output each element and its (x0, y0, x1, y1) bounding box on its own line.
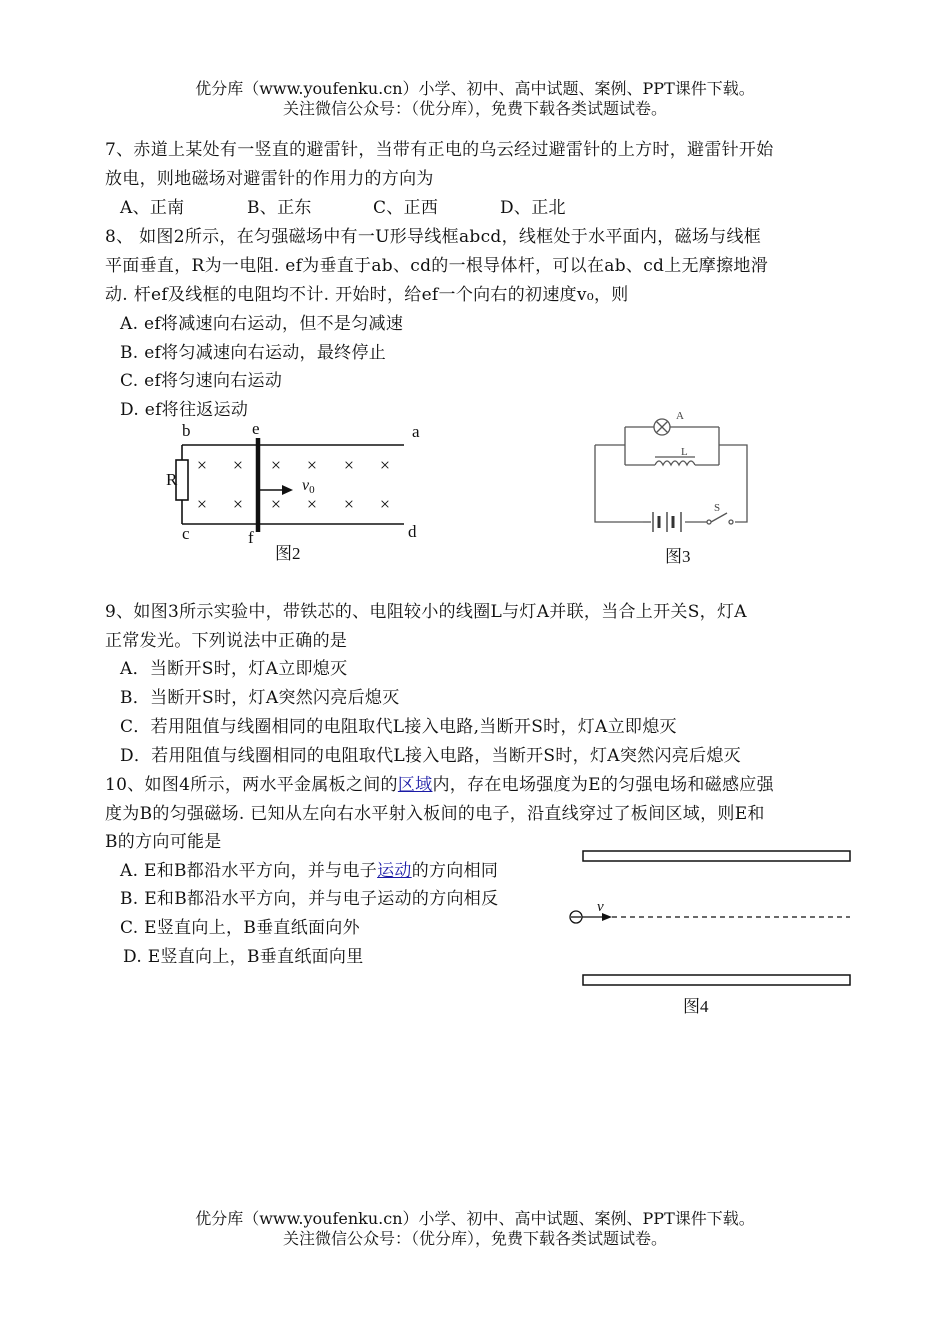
label-d: d (408, 522, 417, 541)
q10-option-a: A. E和B都沿水平方向，并与电子运动的方向相同 (120, 861, 499, 881)
velocity-label: v (597, 899, 604, 915)
footer-line-2: 关注微信公众号：（优分库），免费下载各类试题试卷。 (282, 1229, 667, 1248)
q8-line-3: 动. 杆ef及线框的电阻均不计. 开始时，给ef一个向右的初速度v₀，则 (105, 285, 629, 305)
q8-option-a: A. ef将减速向右运动，但不是匀减速 (120, 314, 404, 334)
figure-2-caption: 图2 (275, 544, 301, 563)
header-line-2: 关注微信公众号：（优分库），免费下载各类试题试卷。 (282, 99, 667, 118)
footer-line-1: 优分库（www.youfenku.cn）小学、初中、高中试题、案例、PPT课件下载。 (195, 1209, 755, 1228)
wire-left (595, 445, 643, 522)
velocity-label: v0 (302, 477, 315, 496)
q9-line-1: 9、如图3所示实验中，带铁芯的、电阻较小的线圈L与灯A并联，当合上开关S，灯A (105, 602, 747, 622)
switch-contact (729, 520, 733, 524)
figure-3-caption: 图3 (665, 547, 691, 566)
q10-option-d: D. E竖直向上，B垂直纸面向里 (123, 947, 364, 967)
switch-s (711, 513, 727, 522)
link-motion[interactable]: 运动 (377, 861, 412, 881)
field-cross: × (196, 494, 208, 514)
q7-option-d: D、正北 (500, 198, 566, 218)
field-cross: × (232, 494, 244, 514)
figure-3-diagram (585, 405, 760, 573)
q10-line-1: 10、如图4所示，两水平金属板之间的区域内，存在电场强度为E的匀强电场和磁感应强 (105, 775, 774, 795)
resistor-r (176, 460, 188, 500)
q9-line-2: 正常发光。下列说法中正确的是 (105, 631, 348, 651)
q8-option-d: D. ef将往返运动 (120, 400, 249, 420)
lamp-label: A (676, 410, 684, 422)
figure-2-diagram (160, 418, 440, 568)
q9-option-d: D．若用阻值与线圈相同的电阻取代L接入电路，当断开S时，灯A突然闪亮后熄灭 (120, 746, 741, 766)
battery (653, 512, 681, 532)
field-cross: × (379, 455, 391, 475)
q9-option-b: B．当断开S时，灯A突然闪亮后熄灭 (120, 688, 400, 708)
label-e: e (252, 419, 260, 438)
q8-line-1: 8、 如图2所示，在匀强磁场中有一U形导线框abcd，线框处于水平面内，磁场与线框 (105, 227, 762, 247)
q7-line-2: 放电，则地磁场对避雷针的作用力的方向为 (105, 169, 434, 189)
field-cross: × (196, 455, 208, 475)
figure-4-caption: 图4 (683, 997, 709, 1016)
field-cross: × (343, 455, 355, 475)
q9-option-c: C．若用阻值与线圈相同的电阻取代L接入电路,当断开S时，灯A立即熄灭 (120, 717, 677, 737)
wire-right (719, 445, 747, 522)
field-cross: × (232, 455, 244, 475)
switch-label: S (714, 502, 721, 514)
q7-line-1: 7、赤道上某处有一竖直的避雷针，当带有正电的乌云经过避雷针的上方时，避雷针开始 (105, 140, 774, 160)
upper-plate (583, 851, 850, 861)
link-region[interactable]: 区域 (397, 775, 433, 795)
q8-option-c: C. ef将匀速向右运动 (120, 371, 283, 391)
coil-label: L (681, 446, 688, 458)
figure-4-diagram (560, 845, 860, 1020)
q8-line-2: 平面垂直，R为一电阻. ef为垂直于ab、cd的一根导体杆，可以在ab、cd上无摩擦地滑 (105, 256, 768, 276)
field-cross: × (306, 494, 318, 514)
q9-option-a: A．当断开S时，灯A立即熄灭 (120, 659, 348, 679)
q10-option-b: B. E和B都沿水平方向，并与电子运动的方向相反 (120, 889, 499, 909)
field-cross: × (306, 455, 318, 475)
label-b: b (182, 421, 191, 440)
field-cross: × (270, 455, 282, 475)
label-a: a (412, 422, 420, 441)
label-f: f (248, 528, 254, 547)
q7-option-a: A、正南 (120, 198, 185, 218)
q7-option-c: C、正西 (373, 198, 439, 218)
q10-line-2: 度为B的匀强磁场. 已知从左向右水平射入板间的电子，沿直线穿过了板间区域，则E和 (105, 804, 765, 824)
q8-option-b: B. ef将匀减速向右运动，最终停止 (120, 343, 387, 363)
q7-option-b: B、正东 (247, 198, 312, 218)
switch-contact (707, 520, 711, 524)
field-cross: × (270, 494, 282, 514)
header-line-1: 优分库（www.youfenku.cn）小学、初中、高中试题、案例、PPT课件下载。 (195, 79, 755, 98)
q10-line-3: B的方向可能是 (105, 832, 222, 852)
lower-plate (583, 975, 850, 985)
field-cross: × (343, 494, 355, 514)
velocity-arrow-head (282, 485, 293, 495)
label-c: c (182, 524, 190, 543)
q10-option-c: C. E竖直向上，B垂直纸面向外 (120, 918, 360, 938)
label-r: R (166, 470, 178, 489)
field-cross: × (379, 494, 391, 514)
coil-l (655, 461, 695, 465)
